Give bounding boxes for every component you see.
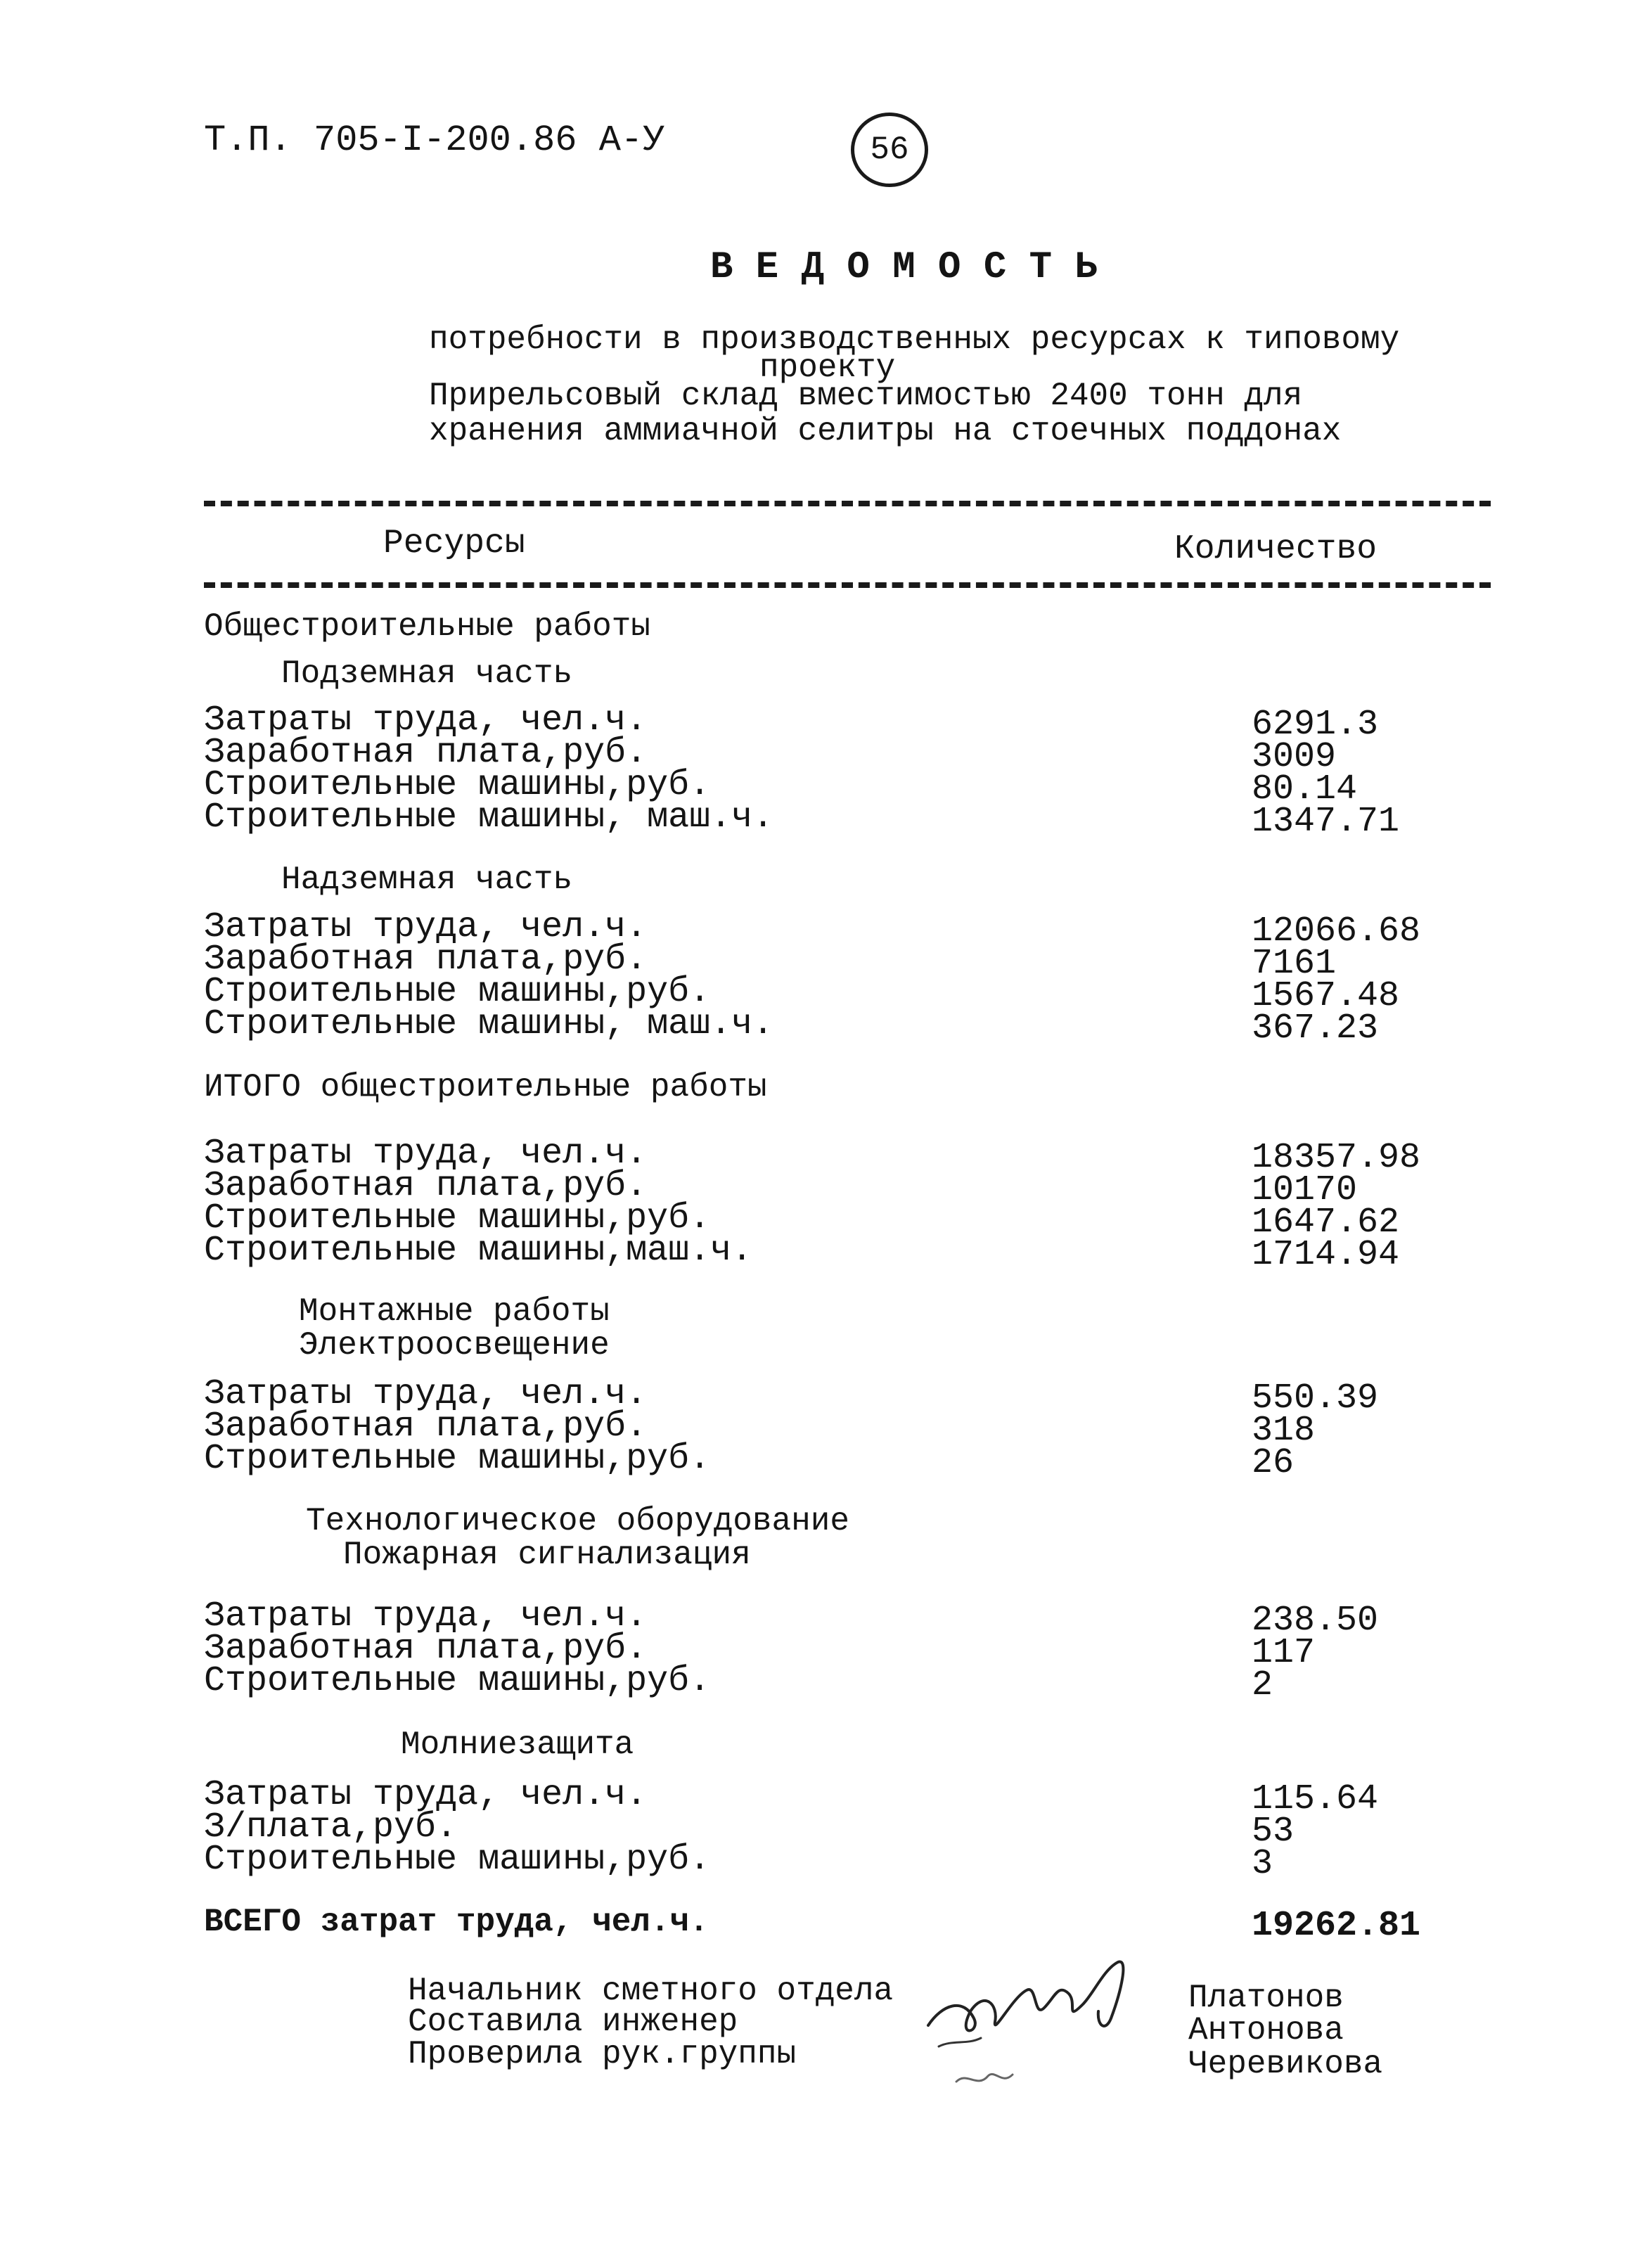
title-line-4: хранения аммиачной селитры на стоечных поддонах xyxy=(429,413,1342,449)
title-line-1: потребности в производственных ресурсах к типовому xyxy=(429,321,1400,358)
row-label: Строительные машины,маш.ч. xyxy=(204,1231,753,1271)
row-label: Заработная плата,руб. xyxy=(204,1629,648,1669)
row-label: Затраты труда, чел.ч. xyxy=(204,907,648,947)
row-label: Затраты труда, чел.ч. xyxy=(204,1374,648,1414)
row-value: 1567.48 xyxy=(1252,976,1400,1016)
row-label: Строительные машины,руб. xyxy=(204,1439,711,1479)
row-label: Затраты труда, чел.ч. xyxy=(204,700,648,741)
row-value: 10170 xyxy=(1252,1170,1358,1210)
row-label: Заработная плата,руб. xyxy=(204,1166,648,1206)
page-number: 56 xyxy=(851,113,928,187)
handwritten-signature xyxy=(914,1941,1153,2110)
row-value: 6291.3 xyxy=(1252,705,1379,745)
signature-role: Проверила рук.группы xyxy=(408,2036,797,2072)
row-value: 115.64 xyxy=(1252,1779,1379,1819)
row-value: 53 xyxy=(1252,1812,1295,1852)
section-lightning-protection: Молниезащита xyxy=(401,1726,634,1763)
section-general-construction: Общестроительные работы xyxy=(204,608,650,645)
row-label: Заработная плата,руб. xyxy=(204,1407,648,1447)
column-header-quantity: Количество xyxy=(1174,530,1378,568)
signature-name: Платонов xyxy=(1188,1980,1344,2016)
row-value: 18357.98 xyxy=(1252,1138,1421,1178)
section-installation: Монтажные работы xyxy=(299,1293,610,1330)
title-line-3: Прирельсовый склад вместимостью 2400 тонн для xyxy=(429,378,1303,414)
row-value: 12066.68 xyxy=(1252,911,1421,952)
row-value: 80.14 xyxy=(1252,769,1358,809)
row-value: 318 xyxy=(1252,1411,1316,1451)
row-label: З/плата,руб. xyxy=(204,1807,458,1847)
grand-total-value: 19262.81 xyxy=(1252,1906,1421,1946)
row-label: Заработная плата,руб. xyxy=(204,940,648,980)
row-value: 3009 xyxy=(1252,737,1337,777)
row-value: 1347.71 xyxy=(1252,802,1400,842)
row-label: Строительные машины, маш.ч. xyxy=(204,797,774,838)
row-value: 3 xyxy=(1252,1844,1273,1884)
table-top-rule xyxy=(204,501,1491,506)
row-value: 238.50 xyxy=(1252,1601,1379,1641)
row-label: Строительные машины,руб. xyxy=(204,765,711,805)
row-label: Строительные машины,руб. xyxy=(204,1198,711,1238)
section-above-ground: Надземная часть xyxy=(281,861,573,898)
row-label: Строительные машины,руб. xyxy=(204,1661,711,1701)
document-code: Т.П. 705-I-200.86 А-У xyxy=(204,120,665,161)
row-value: 117 xyxy=(1252,1633,1316,1673)
title-line-2: проекту xyxy=(759,350,896,386)
section-fire-alarm: Пожарная сигнализация xyxy=(343,1537,751,1573)
row-label: Затраты труда, чел.ч. xyxy=(204,1134,648,1174)
row-value: 7161 xyxy=(1252,944,1337,984)
signature-name: Черевикова xyxy=(1188,2046,1383,2082)
section-total-general: ИТОГО общестроительные работы xyxy=(204,1069,767,1106)
section-electric-lighting: Электроосвещение xyxy=(299,1327,610,1364)
row-value: 1714.94 xyxy=(1252,1235,1400,1275)
row-value: 2 xyxy=(1252,1665,1273,1705)
row-value: 550.39 xyxy=(1252,1378,1379,1418)
row-label: Строительные машины,руб. xyxy=(204,972,711,1012)
document-title: В Е Д О М О С Т Ь xyxy=(710,246,1098,289)
row-value: 26 xyxy=(1252,1443,1295,1483)
signature-role: Начальник сметного отдела xyxy=(408,1973,894,2009)
signature-name: Антонова xyxy=(1188,2012,1344,2049)
row-label: Затраты труда, чел.ч. xyxy=(204,1596,648,1636)
row-value: 367.23 xyxy=(1252,1008,1379,1049)
table-header-rule xyxy=(204,582,1491,588)
row-value: 1647.62 xyxy=(1252,1203,1400,1243)
signature-role: Составила инженер xyxy=(408,2004,738,2040)
row-label: Строительные машины,руб. xyxy=(204,1840,711,1880)
column-header-resources: Ресурсы xyxy=(383,525,525,563)
section-technological-equipment: Технологическое оборудование xyxy=(306,1503,849,1539)
section-underground: Подземная часть xyxy=(281,655,573,692)
row-label: Заработная плата,руб. xyxy=(204,733,648,773)
row-label: Затраты труда, чел.ч. xyxy=(204,1775,648,1815)
grand-total-label: ВСЕГО затрат труда, чел.ч. xyxy=(204,1904,709,1940)
row-label: Строительные машины, маш.ч. xyxy=(204,1004,774,1044)
